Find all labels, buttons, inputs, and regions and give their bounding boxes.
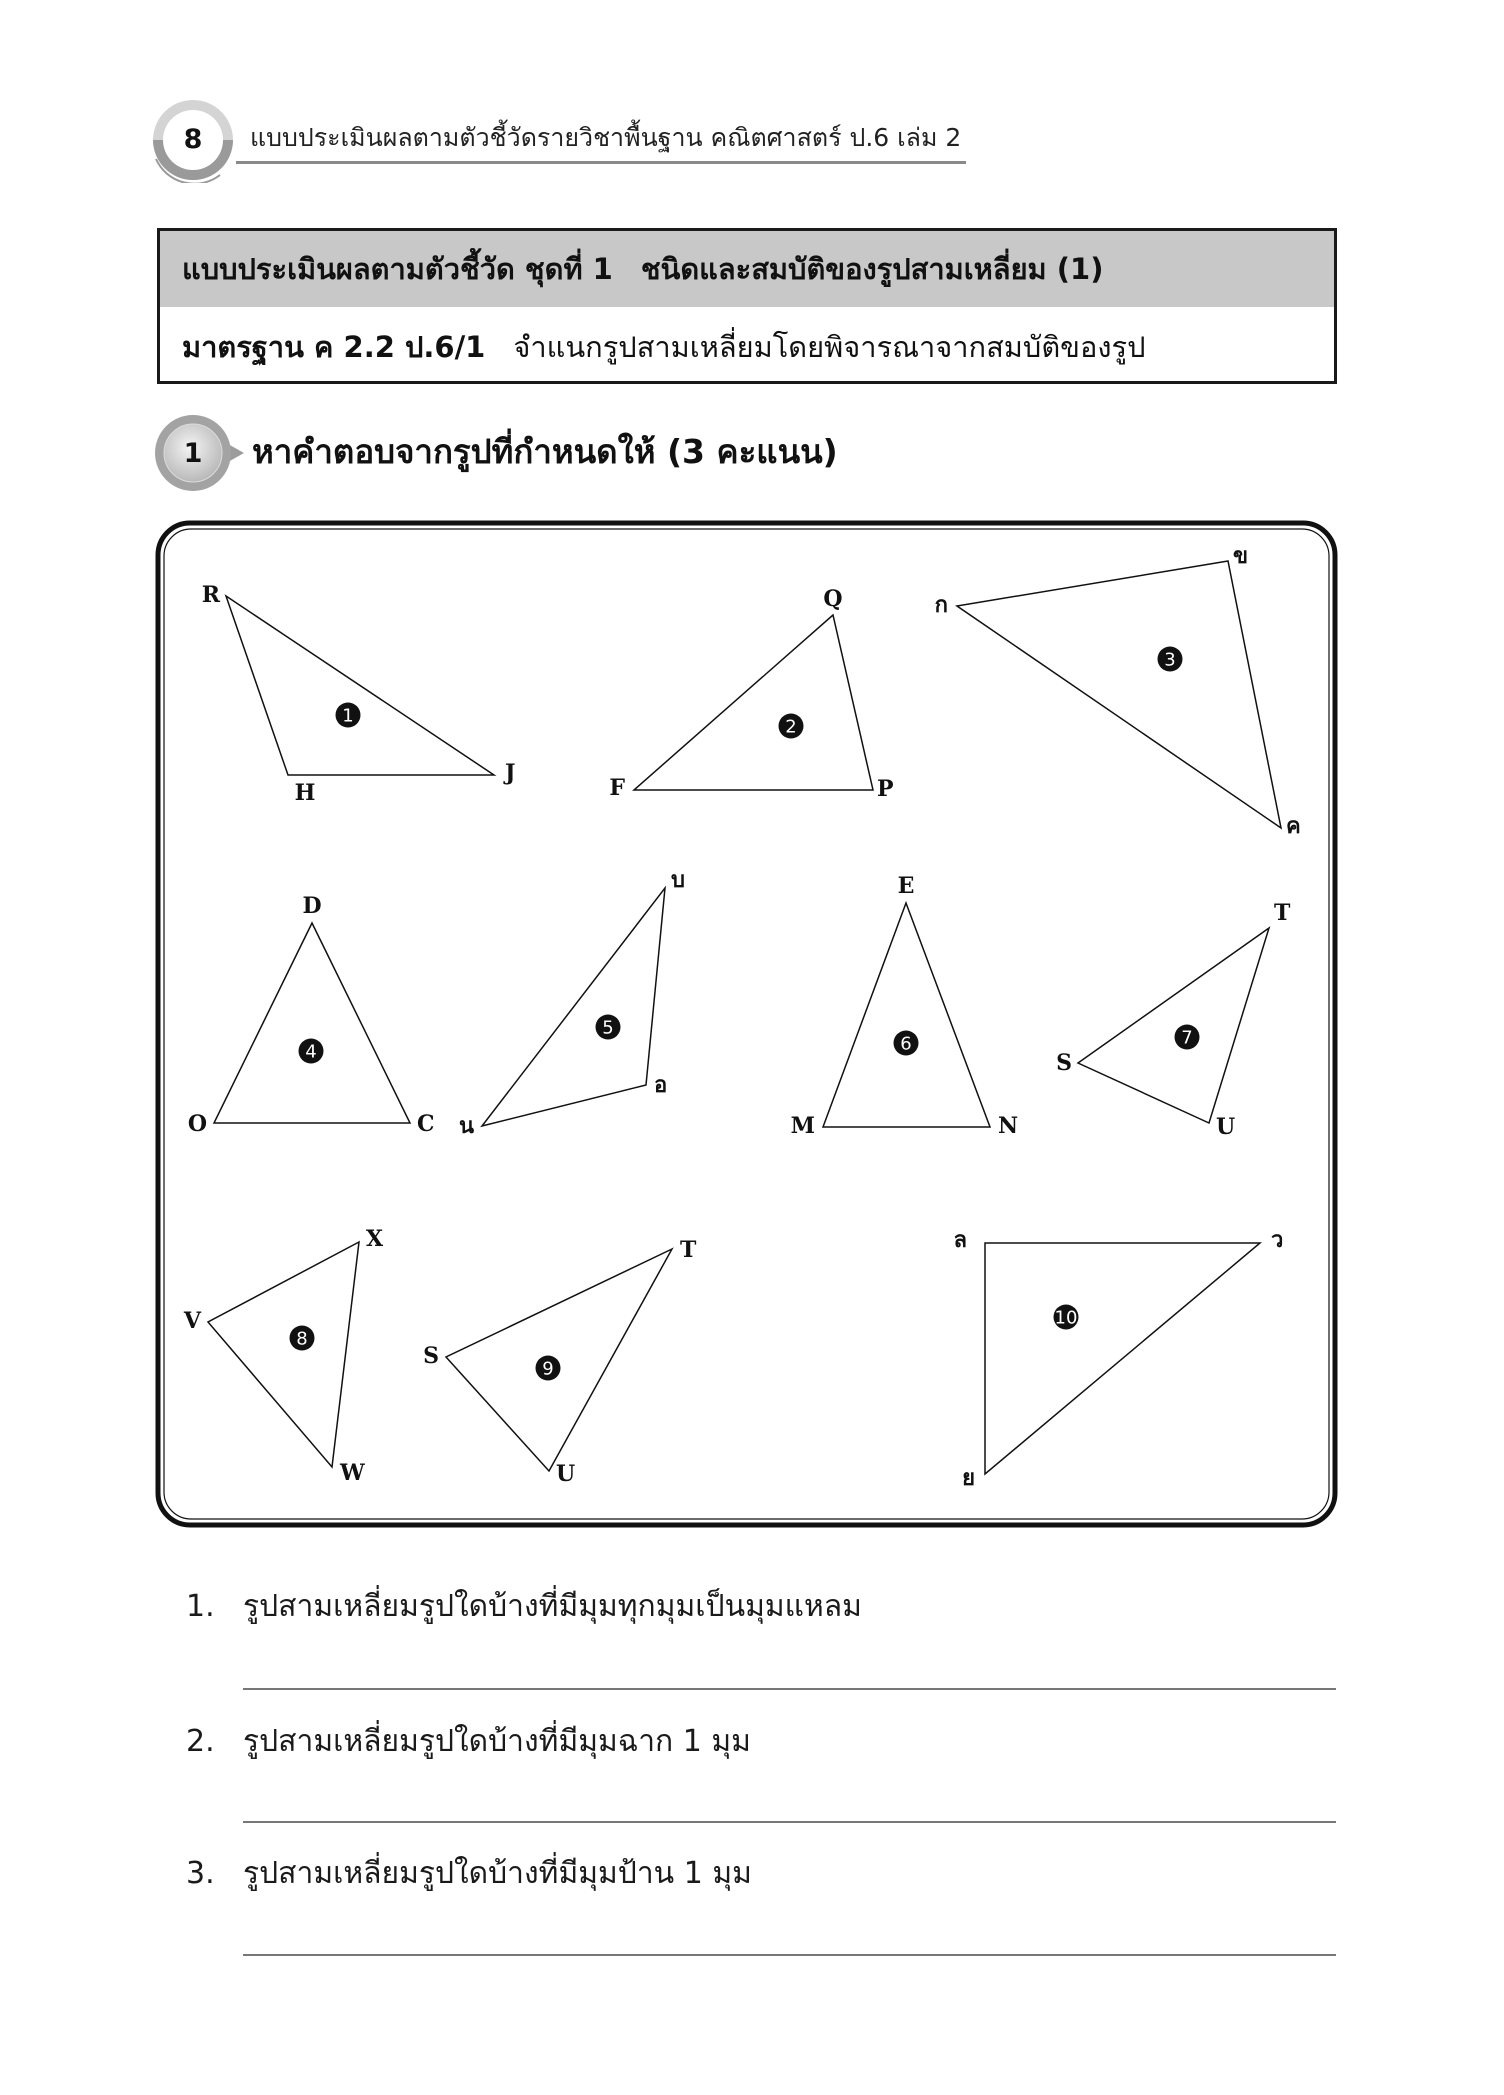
triangle-number: 3 [1164,649,1176,671]
vertex-label: ล [953,1227,967,1253]
vertex-label: S [423,1343,439,1369]
question-text: รูปสามเหลี่ยมรูปใดบ้างที่มีมุมฉาก 1 มุม [243,1724,751,1759]
triangle-1 [202,582,516,806]
vertex-label: U [1216,1114,1236,1140]
triangle-number: 10 [1054,1307,1078,1329]
triangle-3 [935,543,1301,839]
vertex-label: ย [962,1465,975,1491]
triangle-outline [208,1242,359,1467]
triangle-outline [446,1249,672,1471]
triangle-outline [226,596,494,775]
indicator-topic: ชนิดและสมบัติของรูปสามเหลี่ยม (1) [640,252,1104,286]
vertex-label: M [790,1113,815,1139]
standard-code: มาตรฐาน ค 2.2 ป.6/1 [182,330,486,364]
triangle-number: 6 [900,1033,912,1055]
question-text: รูปสามเหลี่ยมรูปใดบ้างที่มีมุมทุกมุมเป็นมุมแหลม [243,1589,862,1624]
vertex-label: N [998,1113,1019,1139]
answer-line-1[interactable] [243,1688,1336,1690]
triangle-outline [1078,928,1269,1123]
figure-frame-outer [158,523,1335,1525]
vertex-label: C [417,1111,435,1137]
vertex-label: D [302,893,322,919]
section-title: หาคำตอบจากรูปที่กำหนดให้ (3 คะแนน) [252,432,838,471]
vertex-label: ค [1286,813,1301,839]
question-2 [186,1720,751,1764]
figure-frame-inner [164,529,1329,1519]
vertex-label: ก [934,592,948,618]
vertex-label: U [556,1461,576,1487]
vertex-label: O [187,1111,207,1137]
question-number: 2. [186,1724,215,1759]
question-3 [186,1852,752,1896]
triangle-outline [985,1243,1260,1474]
vertex-label: F [609,775,625,801]
triangle-outline [957,561,1281,828]
vertex-label: ว [1271,1227,1284,1253]
question-text: รูปสามเหลี่ยมรูปใดบ้างที่มีมุมป้าน 1 มุม [243,1856,752,1891]
triangle-10 [954,1227,1284,1491]
triangle-outline [214,923,410,1123]
triangle-number: 5 [602,1017,614,1039]
triangle-5 [459,867,685,1139]
triangle-outline [482,888,668,1126]
triangle-4 [188,893,435,1137]
running-header-title: แบบประเมินผลตามตัวชี้วัดรายวิชาพื้นฐาน คณิตศาสตร์ ป.6 เล่ม 2 [250,123,962,152]
vertex-label: อ [654,1072,668,1098]
triangle-8 [183,1226,384,1486]
vertex-label: T [680,1237,697,1263]
vertex-label: S [1056,1050,1072,1076]
triangle-number: 9 [542,1358,554,1380]
answer-line-3[interactable] [243,1954,1336,1956]
triangle-7 [1056,900,1291,1140]
vertex-label: R [201,582,220,608]
vertex-label: J [505,760,516,786]
question-number: 3. [186,1856,215,1891]
section-number: 1 [183,438,203,469]
vertex-label: P [877,776,894,802]
vertex-label: T [1274,900,1291,926]
question-number: 1. [186,1589,215,1624]
triangle-outline [823,903,990,1127]
vertex-label: X [366,1226,384,1252]
answer-line-2[interactable] [243,1821,1336,1823]
triangle-number: 2 [785,716,797,738]
triangle-number: 1 [342,705,354,727]
vertex-label: ข [1233,543,1249,569]
vertex-label: H [294,780,316,806]
triangle-number: 7 [1181,1027,1193,1049]
triangle-6 [791,873,1018,1139]
triangle-2 [609,586,893,802]
vertex-label: น [458,1113,474,1139]
vertex-label: บ [671,867,685,893]
vertex-label: Q [823,586,843,612]
triangle-number: 8 [296,1328,308,1350]
triangle-number: 4 [305,1041,317,1063]
standard-description: จำแนกรูปสามเหลี่ยมโดยพิจารณาจากสมบัติของรูป [513,330,1146,364]
vertex-label: W [340,1460,365,1486]
vertex-label: V [183,1308,201,1334]
page-number: 8 [183,124,203,155]
triangle-9 [423,1237,697,1487]
vertex-label: E [897,873,915,899]
question-1 [186,1585,862,1629]
triangle-outline [634,615,873,790]
indicator-set-label: แบบประเมินผลตามตัวชี้วัด ชุดที่ 1 [182,252,613,286]
